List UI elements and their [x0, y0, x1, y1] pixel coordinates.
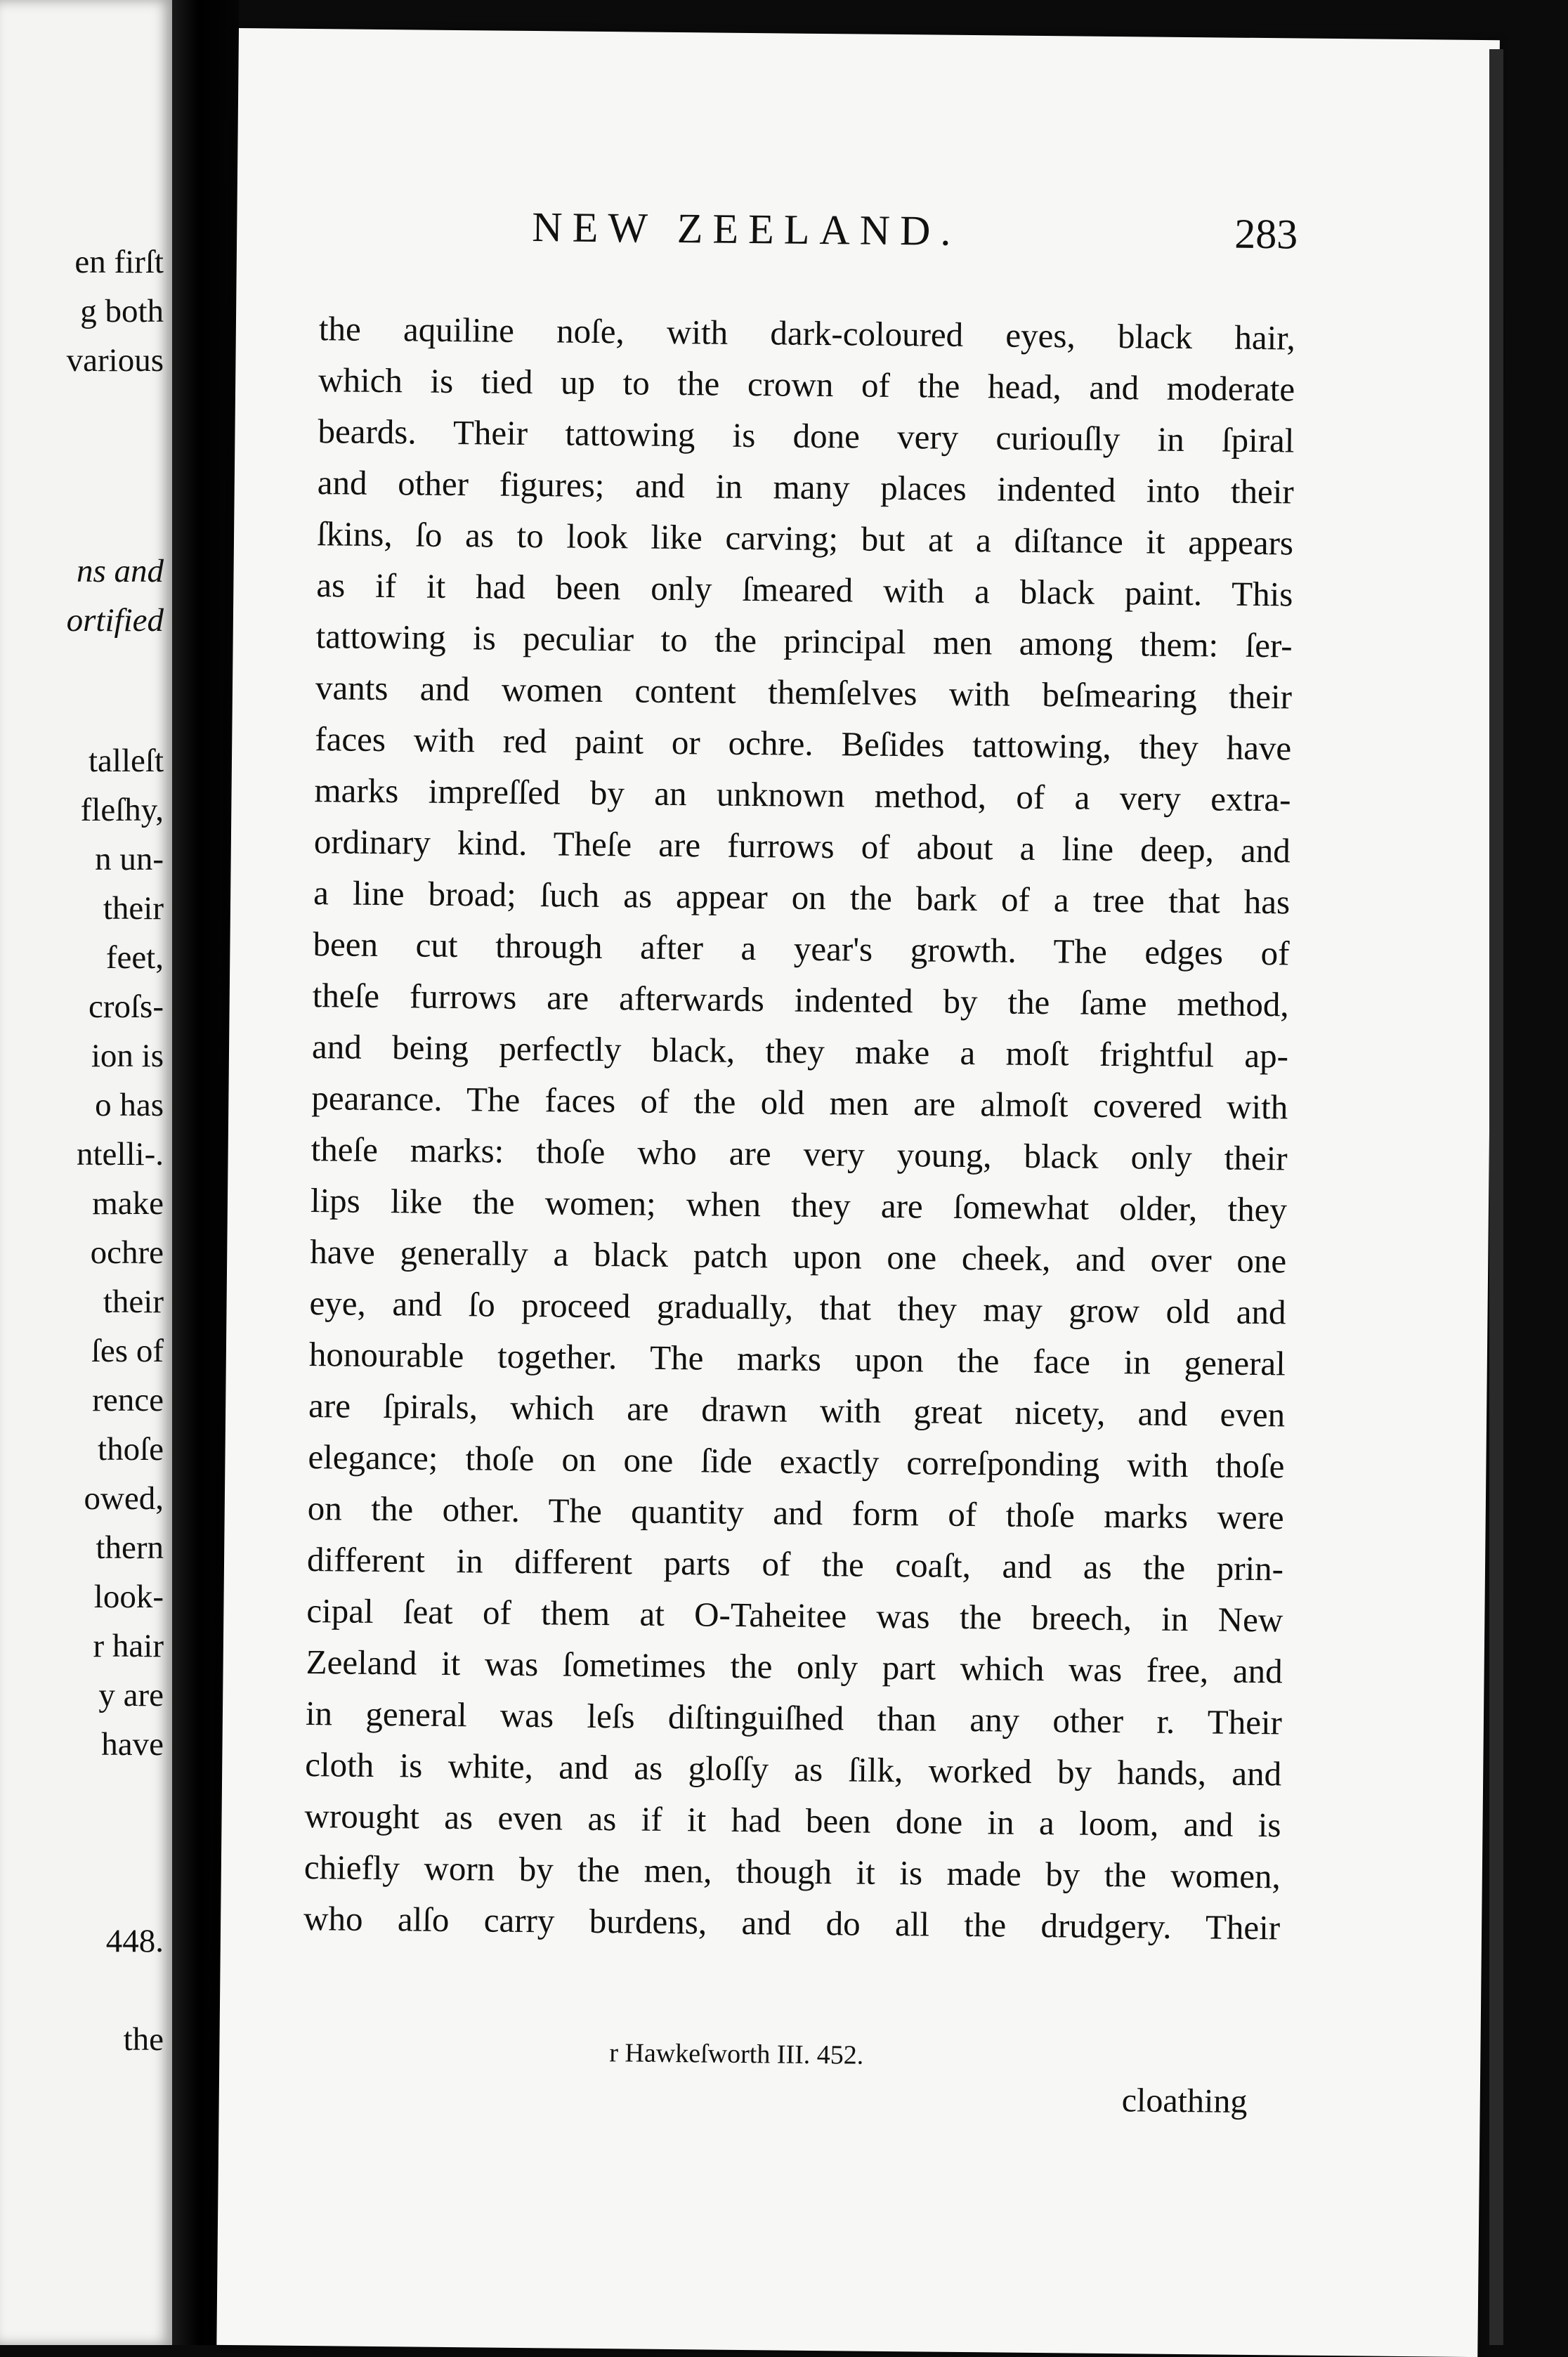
text-line: ordinary kind. Theſe are furrows of about a line deep, and — [313, 822, 1291, 870]
book-page — [216, 28, 1500, 2357]
page-edge-shadow — [1489, 49, 1503, 2345]
page-number: 283 — [1234, 210, 1298, 258]
text-line: honourable together. The marks upon the face in general — [308, 1335, 1286, 1383]
facing-page-line-fragment: make — [92, 1185, 164, 1222]
facing-page-line-fragment: ochre — [90, 1234, 164, 1271]
text-line: which is tied up to the crown of the head, and moderate — [318, 360, 1295, 409]
text-line: marks impreſſed by an unknown method, of a very extra- — [314, 771, 1291, 819]
facing-page-line-fragment: look- — [93, 1579, 164, 1615]
facing-page-line-fragment: thoſe — [98, 1431, 164, 1468]
facing-page-line-fragment: talleſt — [88, 743, 164, 779]
text-line: cipal ſeat of them at O-Taheitee was the breech, in New — [306, 1591, 1283, 1640]
body-text — [303, 303, 1295, 1953]
facing-page-fragment — [0, 0, 172, 2345]
facing-page-line-fragment: fleſhy, — [80, 792, 164, 828]
text-line: the aquiline noſe, with dark-coloured eyes, black hair, — [318, 309, 1296, 358]
text-line: are ſpirals, which are drawn with great nicety, and even — [308, 1386, 1286, 1435]
text-line: beards. Their tattowing is done very curiouſly in ſpiral — [318, 412, 1295, 460]
facing-page-line-fragment: ns and — [76, 553, 164, 589]
running-head: NEW ZEELAND. — [531, 204, 961, 254]
facing-page-line-fragment: y are — [98, 1677, 164, 1713]
text-line: have generally a black patch upon one cheek, and over one — [310, 1232, 1287, 1281]
facing-page-line-fragment: various — [66, 342, 164, 379]
facing-page-line-fragment: croſs- — [88, 988, 164, 1025]
text-line: chiefly worn by the men, though it is made by the women, — [303, 1848, 1281, 1896]
text-line: Zeeland it was ſometimes the only part which was free, and — [306, 1643, 1283, 1691]
text-line: cloth is white, and as gloſſy as ſilk, worked by hands, and — [305, 1745, 1282, 1794]
facing-page-line-fragment: ortified — [66, 602, 164, 639]
facing-page-line-fragment: owed, — [84, 1480, 164, 1517]
text-line: on the other. The quantity and form of thoſe marks were — [307, 1489, 1284, 1537]
text-line: faces with red paint or ochre. Beſides tattowing, they have — [315, 719, 1292, 768]
text-line: theſe furrows are afterwards indented by the ſame method, — [312, 976, 1289, 1024]
text-line: in general was leſs diſtinguiſhed than any other r. Their — [305, 1694, 1283, 1742]
facing-page-line-fragment: their — [103, 1284, 164, 1320]
facing-page-line-fragment: thern — [96, 1529, 164, 1566]
catchword: cloathing — [1121, 2082, 1248, 2120]
facing-page-line-fragment: their — [103, 890, 164, 927]
text-line: who alſo carry burdens, and do all the drudgery. Their — [303, 1899, 1281, 1947]
page-header — [237, 200, 1498, 261]
text-line: as if it had been only ſmeared with a black paint. This — [316, 566, 1293, 614]
facing-page-line-fragment: rence — [92, 1382, 164, 1418]
text-line: theſe marks: thoſe who are very young, black only their — [311, 1130, 1288, 1178]
facing-page-line-fragment: en firſt — [74, 244, 164, 280]
text-line: ſkins, ſo as to look like carving; but at a diſtance it appears — [316, 514, 1294, 563]
text-line: vants and women content themſelves with beſmearing their — [315, 668, 1293, 717]
facing-page-line-fragment: 448. — [105, 1923, 164, 1959]
text-line: lips like the women; when they are ſomewhat older, they — [310, 1181, 1288, 1229]
facing-page-line-fragment: r hair — [93, 1628, 164, 1664]
text-line: and being perfectly black, they make a moſt frightful ap- — [311, 1027, 1289, 1076]
facing-page-line-fragment: o has — [95, 1087, 164, 1123]
facing-page-line-fragment: ſes of — [91, 1333, 164, 1369]
facing-page-line-fragment: feet, — [105, 939, 164, 976]
footnote: r Hawkeſworth III. 452. — [609, 2038, 864, 2070]
text-line: been cut through after a year's growth. The edges of — [313, 925, 1290, 973]
text-line: different in different parts of the coaſt, and as the prin- — [306, 1540, 1284, 1588]
facing-page-line-fragment: the — [123, 2021, 164, 2058]
facing-page-line-fragment: n un- — [95, 841, 164, 877]
text-line: pearance. The faces of the old men are almoſt covered with — [311, 1078, 1288, 1127]
text-line: eye, and ſo proceed gradually, that they may grow old and — [309, 1284, 1286, 1332]
facing-page-line-fragment: ion is — [91, 1038, 164, 1074]
text-line: tattowing is peculiar to the principal men among them: ſer- — [315, 617, 1293, 665]
facing-page-line-fragment: have — [101, 1726, 164, 1763]
text-line: elegance; thoſe on one ſide exactly correſponding with thoſe — [308, 1437, 1285, 1486]
text-line: a line broad; ſuch as appear on the bark of a tree that has — [313, 873, 1291, 922]
facing-page-line-fragment: g both — [80, 293, 164, 329]
facing-page-line-fragment: ntelli-. — [77, 1136, 164, 1173]
text-line: and other figures; and in many places indented into their — [317, 463, 1294, 511]
text-line: wrought as even as if it had been done in a loom, and is — [304, 1796, 1281, 1845]
